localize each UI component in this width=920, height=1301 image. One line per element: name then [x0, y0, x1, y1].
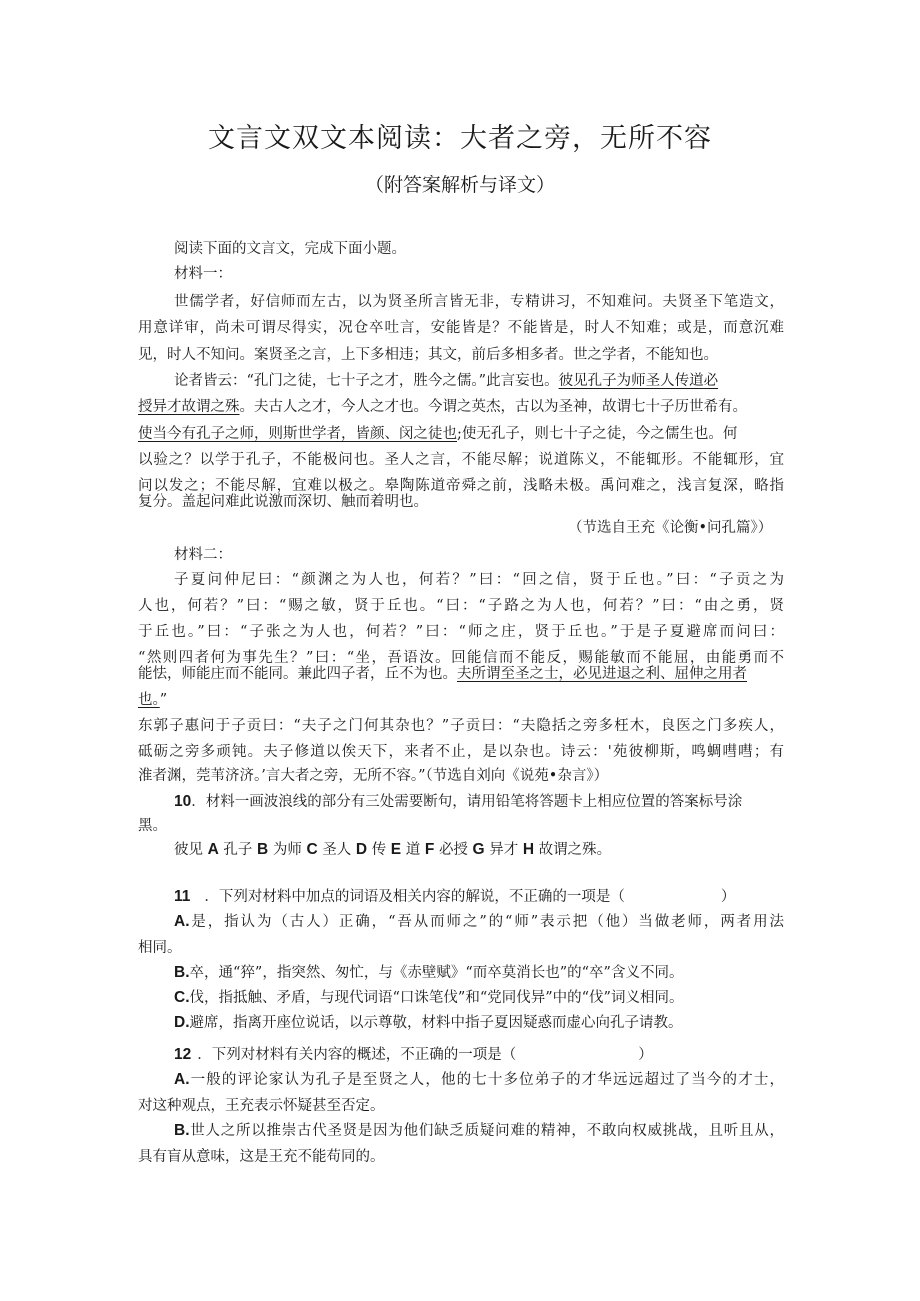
- material2-line: 子夏问仲尼曰：“颜渊之为人也，何若？”曰：“回之信，贤于丘也。”曰：“子贡之为: [174, 572, 784, 588]
- underlined-text: 夫所谓至圣之士，必见进退之利、屈伸之用者: [457, 666, 747, 682]
- material2-line: 砥砺之旁多顽钝。夫子修道以俟天下，来者不止，是以杂也。诗云：'苑彼柳斯，鸣蜩嘒嘒；有: [138, 744, 784, 760]
- segment: 异才: [489, 842, 519, 858]
- break-mark[interactable]: B: [257, 841, 269, 858]
- segment: 彼见: [174, 842, 203, 858]
- q11-bracket: ）: [720, 889, 736, 905]
- wavy-underlined-text: 授异才故谓之殊: [138, 399, 240, 415]
- q10-text: ．材料一画波浪线的部分有三处需要断句，请用铅笔将答题卡上相应位置的答案标号涂: [191, 794, 743, 810]
- break-mark[interactable]: G: [472, 841, 485, 858]
- q11-text: ．下列对材料中加点的词语及相关内容的解说，不正确的一项是（: [204, 889, 625, 905]
- q11-option-a-cont: 相同。: [138, 940, 182, 956]
- segment: 圣人: [322, 842, 352, 858]
- option-label: A.: [174, 913, 190, 930]
- q11-option-d[interactable]: [174, 1013, 683, 1033]
- segment: 必授: [438, 842, 468, 858]
- option-label: C.: [174, 989, 190, 1006]
- q12-option-a[interactable]: [174, 1070, 784, 1090]
- option-text: 卒，通“猝”，指突然、匆忙，与《赤壁赋》“而卒莫消长也”的“卒”含义不同。: [189, 965, 684, 981]
- material2-line: 淮者渊，莞苇济济。’言大者之旁，无所不容。”（节选自刘向《说苑•杂言》）: [138, 768, 609, 784]
- document-subtitle: （附答案解析与译文）: [364, 174, 555, 196]
- option-text: 伐，指抵触、矛盾，与现代词语“口诛笔伐”和“党同伐异”中的“伐”词义相同。: [189, 990, 684, 1006]
- break-mark[interactable]: C: [306, 841, 318, 858]
- wavy-underlined-text: 彼见孔子为师圣人传道必: [558, 373, 719, 389]
- material2-text: 能怯，师能庄而不能同。兼此四子者，丘不为也。: [138, 666, 457, 682]
- material1-source: （节选自王充《论衡•问孔篇》）: [568, 520, 773, 536]
- q11-option-a[interactable]: [174, 912, 784, 932]
- q10-stem: [174, 792, 784, 812]
- option-text: 是，指认为（古人）正确，“吾从而师之”的“师”表示把（他）当做老师，两者用法: [189, 914, 784, 930]
- break-mark[interactable]: F: [424, 841, 435, 858]
- material2-line: 人也，何若？”曰：“赐之敏，贤于丘也。“曰：“子路之为人也，何若？”曰：“由之勇，贤: [138, 598, 784, 614]
- instruction: 阅读下面的文言文，完成下面小题。: [174, 241, 406, 257]
- material2-line: “然则四者何为事先生？”曰：“坐，吾语汝。回能信而不能反，赐能敏而不能屈，由能勇而不: [138, 650, 784, 666]
- option-label: D.: [174, 1014, 190, 1031]
- option-text: 避席，指离开座位说话，以示尊敬，材料中指子夏因疑惑而虚心向孔子请教。: [189, 1015, 683, 1031]
- q12-option-a-cont: 对这种观点，王充表示怀疑甚至否定。: [138, 1098, 385, 1114]
- break-mark[interactable]: A: [207, 841, 219, 858]
- q11-option-c[interactable]: [174, 988, 683, 1008]
- underlined-text: 也。: [138, 692, 160, 708]
- material1-p2-line: [138, 397, 784, 417]
- material1-p2-line: 复分。盖起问难此说激而深切、触而着明也。: [138, 494, 428, 510]
- q12-option-b-cont: 具有盲从意味，这是王充不能苟同的。: [138, 1149, 385, 1165]
- material2-line: [138, 690, 167, 710]
- p2-text: 。夫古人之才，今人之才也。今谓之英杰，古以为圣神，故谓七十子历世希有。: [239, 399, 747, 415]
- q12-option-b[interactable]: [174, 1121, 784, 1141]
- material2-label: 材料二：: [174, 547, 232, 563]
- document-title: 文言文双文本阅读：大者之旁，无所不容: [208, 123, 712, 154]
- q12-text: ．下列对材料有关内容的概述，不正确的一项是（: [197, 1047, 517, 1063]
- material2-line: 于丘也。”曰：“子张之为人也，何若？”曰：“师之庄，贤于丘也。”于是子夏避席而问曰：: [138, 624, 784, 640]
- q11-number: 11: [174, 888, 191, 905]
- q12-bracket: ）: [638, 1047, 653, 1063]
- underlined-text: 使当今有孔子之师，则斯世学者，皆颜、闵之徒也: [138, 426, 457, 442]
- material2-line: [138, 664, 784, 684]
- q12-number: 12: [174, 1046, 192, 1063]
- break-mark[interactable]: D: [355, 841, 368, 858]
- q11-option-b[interactable]: [174, 963, 683, 983]
- break-mark[interactable]: H: [522, 841, 535, 858]
- material2-line: 东郭子惠问于子贡曰：“夫子之门何其杂也？”子贡曰：“夫隐括之旁多枉木，良医之门多疾人，: [138, 718, 784, 734]
- segment: 道: [405, 842, 421, 858]
- material1-p1-line: 世儒学者，好信师而左古，以为贤圣所言皆无非，专精讲习，不知难问。夫贤圣下笔造文，: [174, 294, 784, 310]
- segment: 故谓之殊。: [538, 842, 612, 858]
- option-label: B.: [174, 964, 190, 981]
- material1-label: 材料一：: [174, 266, 232, 282]
- material2-text: ”: [159, 692, 168, 708]
- material1-p2-line: [174, 371, 784, 391]
- q10-stem-cont: 黑。: [138, 818, 167, 834]
- q12-stem: [174, 1045, 653, 1065]
- option-text: 世人之所以推崇古代圣贤是因为他们缺乏质疑问难的精神，不敢向权威挑战，且听且从，: [189, 1123, 784, 1139]
- material1-p1-line: 用意详审，尚未可谓尽得实，况仓卒吐言，安能皆是？不能皆是，时人不知难；或是，而意沉难: [138, 320, 784, 336]
- p2-text: 论者皆云：“孔门之徒，七十子之才，胜今之儒。”此言妄也。: [174, 373, 559, 389]
- material1-p2-line: 以验之？以学于孔子，不能极问也。圣人之言，不能尽解；说道陈义，不能辄形。不能辄形，宜: [138, 452, 784, 468]
- option-label: B.: [174, 1122, 190, 1139]
- segment: 为师: [272, 842, 302, 858]
- p2-text: ;使无孔子，则七十子之徒，今之儒生也。何: [457, 426, 738, 442]
- segment: 传: [371, 842, 387, 858]
- q10-number: 10: [174, 793, 192, 810]
- break-mark[interactable]: E: [390, 841, 402, 858]
- q11-stem: [174, 887, 735, 907]
- material1-p1-line: 见，时人不知问。案贤圣之言，上下多相违；其文，前后多相多者。世之学者，不能知也。: [138, 347, 718, 363]
- option-text: 一般的评论家认为孔子是至贤之人，他的七十多位弟子的才华远远超过了当今的才士，: [189, 1072, 784, 1088]
- option-label: A.: [174, 1071, 190, 1088]
- q10-segmentation: [174, 840, 611, 860]
- material1-p2-line: [138, 424, 784, 444]
- material1-p2-line: 问以发之；不能尽解，宜难以极之。皋陶陈道帝舜之前，浅略未极。禹问难之，浅言复深，略指: [138, 478, 784, 494]
- segment: 孔子: [223, 842, 253, 858]
